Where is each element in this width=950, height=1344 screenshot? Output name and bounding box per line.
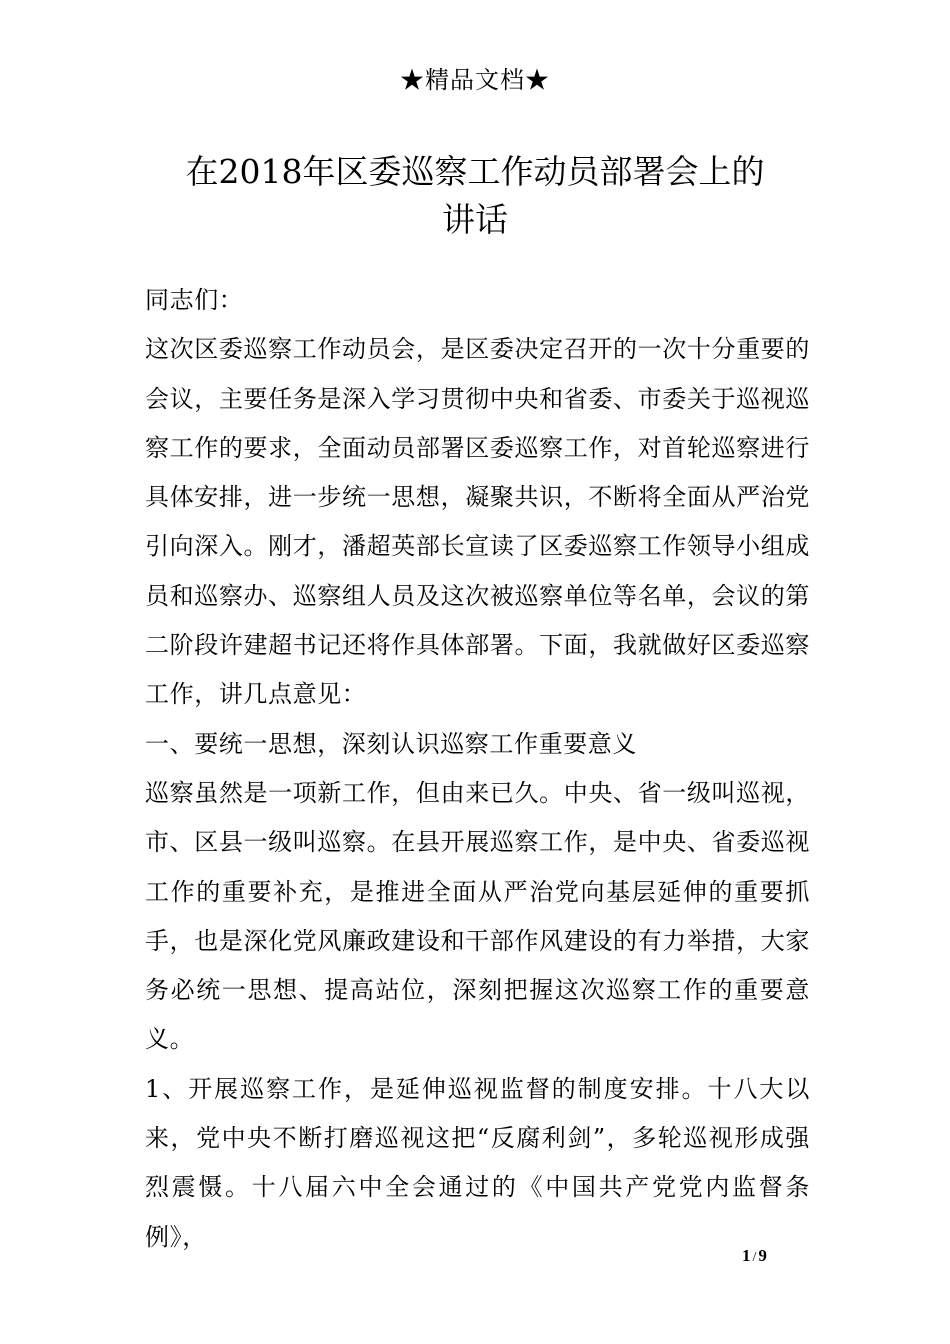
page-number [742,1244,767,1270]
paragraph-point-1: 1、开展巡察工作，是延伸巡视监督的制度安排。十八大以来，党中央不断打磨巡视这把“反腐利剑”，多轮巡视形成强烈震慑。十八届六中全会通过的《中国共产党党内监督条例》， [145,1074,810,1251]
paragraph-opening: 这次区委巡察工作动员会，是区委决定召开的一次十分重要的会议，主要任务是深入学习贯彻中央和省委、市委关于巡视巡察工作的要求，全面动员部署区委巡察工作，对首轮巡察进行具体安排，进一步统一思想，凝聚共识，不断将全面从严治党引向深入。刚才，潘超英部长宣读了区委巡察工作领导小组成员和巡察办、巡察组人员及这次被巡察单位等名单，会议的第二阶段许建超书记还将作具体部署。下面，我就做好区委巡察工作，讲几点意见： [145,335,810,709]
document-header-mark: ★精品文档★ [400,66,550,94]
section-heading-1: 一、要统一思想，深刻认识巡察工作重要意义 [145,729,637,758]
total-pages: 9 [758,1246,767,1265]
salutation: 同志们： [145,286,244,314]
current-page: 1 [742,1246,751,1265]
document-title-line-2: 讲话 [442,200,508,240]
document-title [80,148,870,244]
document-body [145,276,810,1262]
page-separator: / [752,1250,757,1265]
paragraph-section-1-intro: 巡察虽然是一项新工作，但由来已久。中央、省一级叫巡视，市、区县一级叫巡察。在县开展巡察工作，是中央、省委巡视工作的重要补充，是推进全面从严治党向基层延伸的重要抓手，也是深化党风廉政建设和干部作风建设的有力举措，大家务必统一思想、提高站位，深刻把握这次巡察工作的重要意义。 [145,778,810,1054]
document-title-line-1: 在2018年区委巡察工作动员部署会上的 [185,152,765,192]
